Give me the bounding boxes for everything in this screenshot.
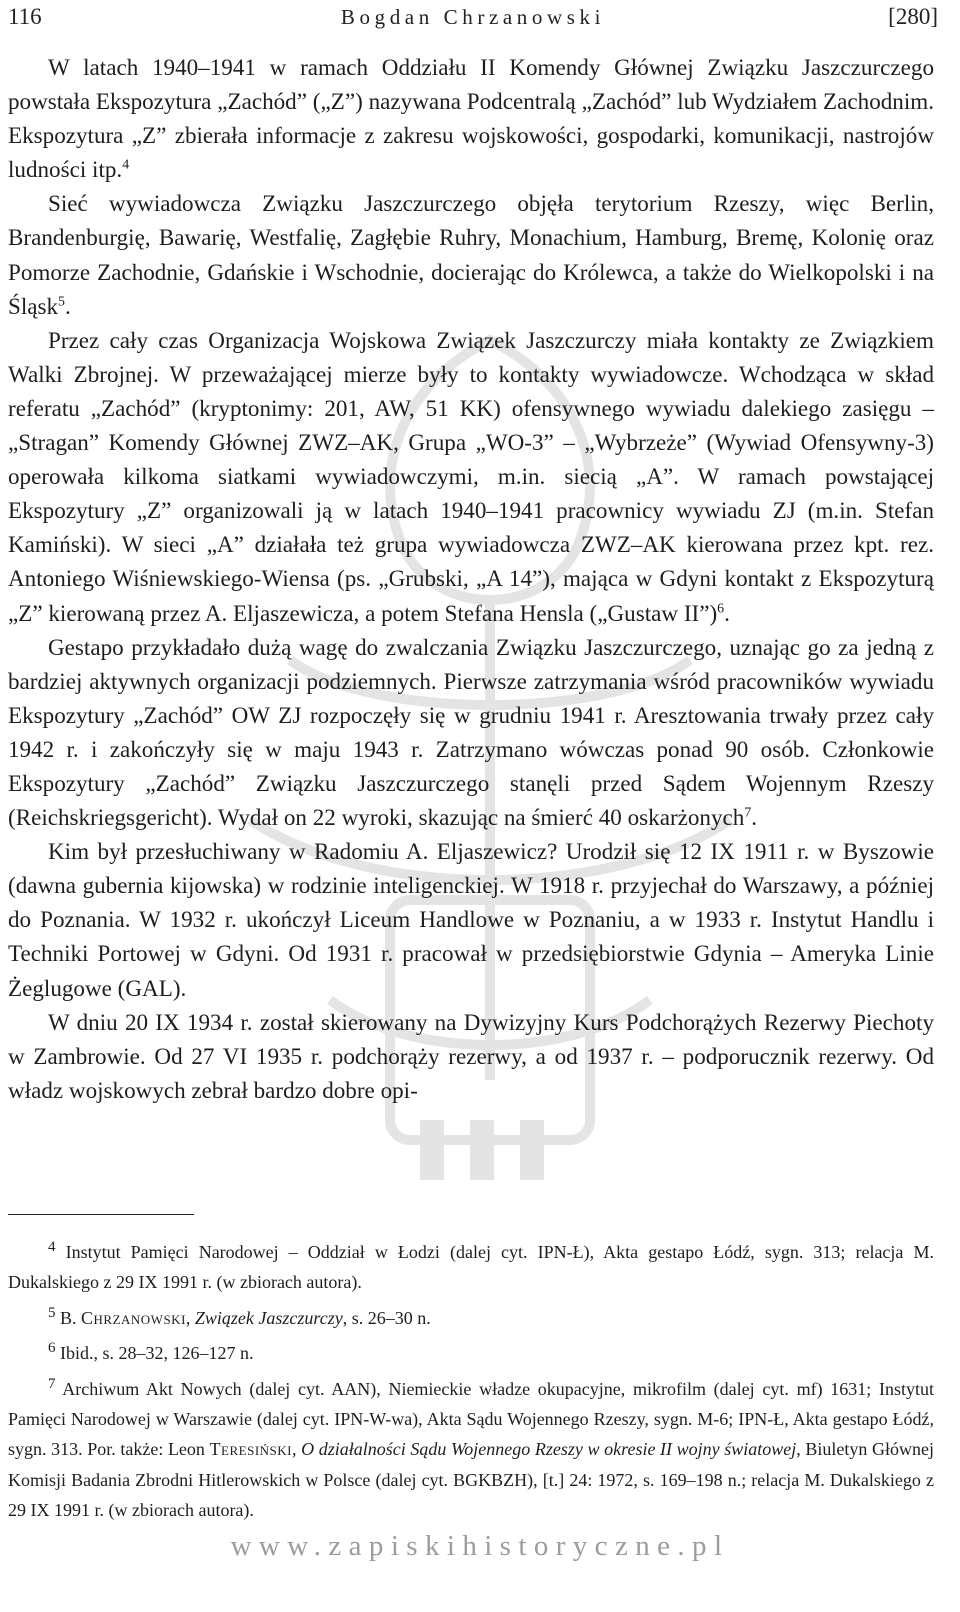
paragraph: Gestapo przykładało dużą wagę do zwalczania Związku Jaszczurczego, uznając go za jedną z bardziej aktywnych organizacji podziemnych. Pierwsze zatrzymania wśród pracowników wywiadu Ekspozytury „Zachód” OW ZJ rozpoczęły się w grudniu 1941 r. Aresztowania trwały przez cały 1942 r. i zakończyły się w maju 1943 r. Zatrzymano wówczas ponad 90 osób. Członkowie Ekspozytury „Zachód” Związku Jaszczurczego stanęli przed Sądem Wojennym Rzeszy (Reichskriegsgericht). Wydał on 22 wyroki, skazując na śmierć 40 oskarżonych$^7$. — [8, 633, 934, 831]
body-text — [8, 50, 934, 1107]
page-number: 116 — [8, 4, 42, 29]
paragraph: W latach 1940–1941 w ramach Oddziału II Komendy Głównej Związku Jaszczurczego powstała Ekspozytura „Zachód” („Z”) nazywana Podcentralą „Zachód” lub Wydziałem Zachodnim. Ekspozytura „Z” zbierała informacje z zakresu wojskowości, gospodarki, komunikacji, nastrojów ludności itp.$^4$ — [8, 54, 934, 183]
footnote-5: $^5$ B. Chrzanowski, Związek Jaszczurczy, s. 26–30 n. — [48, 1304, 431, 1328]
footnote-ref[interactable]: 7 — [744, 804, 752, 820]
footnote-ref[interactable]: 6 — [717, 599, 725, 615]
footnote-ref[interactable]: 5 — [58, 292, 65, 308]
footnote-6: $^6$ Ibid., s. 28–32, 126–127 n. — [48, 1340, 254, 1364]
footnote-7: $^7$ Archiwum Akt Nowych (dalej cyt. AAN), Niemieckie władze okupacyjne, mikrofilm (dalej cyt. mf) 1631; Instytut Pamięci Narodowej w Warszawie (dalej cyt. IPN-W-wa), Akta Sądu Wojennego Rzeszy, sygn. M-6; IPN-Ł, Akta gestapo Łódź, sygn. 313. Por. także: Leon Teresiński, O działalności Sądu Wojennego Rzeszy w okresie II wojny światowej, Biuletyn Głównej Komisji Badania Zbrodni Hitlerowskich w Polsce (dalej cyt. BGKBZH), [t.] 24: 1972, s. 169–198 n.; relacja M. Dukalskiego z 29 IX 1991 r. (w zbiorach autora). — [8, 1375, 934, 1521]
original-page-number: [280] — [888, 4, 938, 29]
site-url[interactable]: www.zapiskihistoryczne.pl — [230, 1530, 730, 1562]
running-header — [8, 4, 938, 34]
paragraph: Kim był przesłuchiwany w Radomiu A. Eljaszewicz? Urodził się 12 IX 1911 r. w Byszowie (dawna gubernia kijowska) w rodzinie inteligenckiej. W 1918 r. przyjechał do Warszawy, a później do Poznania. W 1932 r. ukończył Liceum Handlowe w Poznaniu, a w 1933 r. Instytut Handlu i Techniki Portowej w Gdyni. Od 1931 r. pracował w przedsiębiorstwie Gdynia – Ameryka Linie Żeglugowe (GAL). — [8, 838, 934, 1001]
paragraph: Sieć wywiadowcza Związku Jaszczurczego objęła terytorium Rzeszy, więc Berlin, Brandenburgię, Bawarię, Westfalię, Zagłębie Ruhry, Monachium, Hamburg, Bremę, Kolonię oraz Pomorze Zachodnie, Gdańskie i Wschodnie, docierając do Królewca, a także do Wielkopolski i na Śląsk$^5$. — [8, 190, 934, 319]
footnote-4: $^4$ Instytut Pamięci Narodowej – Oddział w Łodzi (dalej cyt. IPN-Ł), Akta gestapo Łódź, sygn. 313; relacja M. Dukalskiego z 29 IX 1991 r. (w zbiorach autora). — [8, 1239, 934, 1293]
paragraph: W dniu 20 IX 1934 r. został skierowany na Dywizyjny Kurs Podchorążych Rezerwy Piechoty w Zambrowie. Od 27 VI 1935 r. podchorąży rezerwy, a od 1937 r. – podporucznik rezerwy. Od władz wojskowych zebrał bardzo dobre opi- — [8, 1008, 934, 1103]
paragraph: Przez cały czas Organizacja Wojskowa Związek Jaszczurczy miała kontakty ze Związkiem Walki Zbrojnej. W przeważającej mierze były to kontakty wywiadowcze. Wchodząca w skład referatu „Zachód” (kryptonimy: 201, AW, 51 KK) ofensywnego wywiadu dalekiego zasięgu – „Stragan” Komendy Głównej ZWZ–AK, Grupa „WO-3” – „Wybrzeże” (Wywiad Ofensywny-3) operowała kilkoma siatkami wywiadowczymi, m.in. siecią „A”. W ramach powstającej Ekspozytury „Z” organizowali ją w latach 1940–1941 pracownicy wywiadu ZJ (m.in. Stefan Kamiński). W sieci „A” działała też grupa wywiadowcza ZWZ–AK kierowana przez kpt. rez. Antoniego Wiśniewskiego-Wiensa (ps. „Grubski, „A 14”), mająca w Gdyni kontakt z Ekspozyturą „Z” kierowaną przez A. Eljaszewicza, a potem Stefana Hensla („Gustaw II”)$^6$. — [8, 326, 934, 626]
footnote-separator — [8, 1214, 194, 1215]
footnotes — [8, 1232, 934, 1526]
footnote-ref[interactable]: 4 — [122, 156, 130, 172]
running-author: Bogdan Chrzanowski — [340, 5, 606, 29]
